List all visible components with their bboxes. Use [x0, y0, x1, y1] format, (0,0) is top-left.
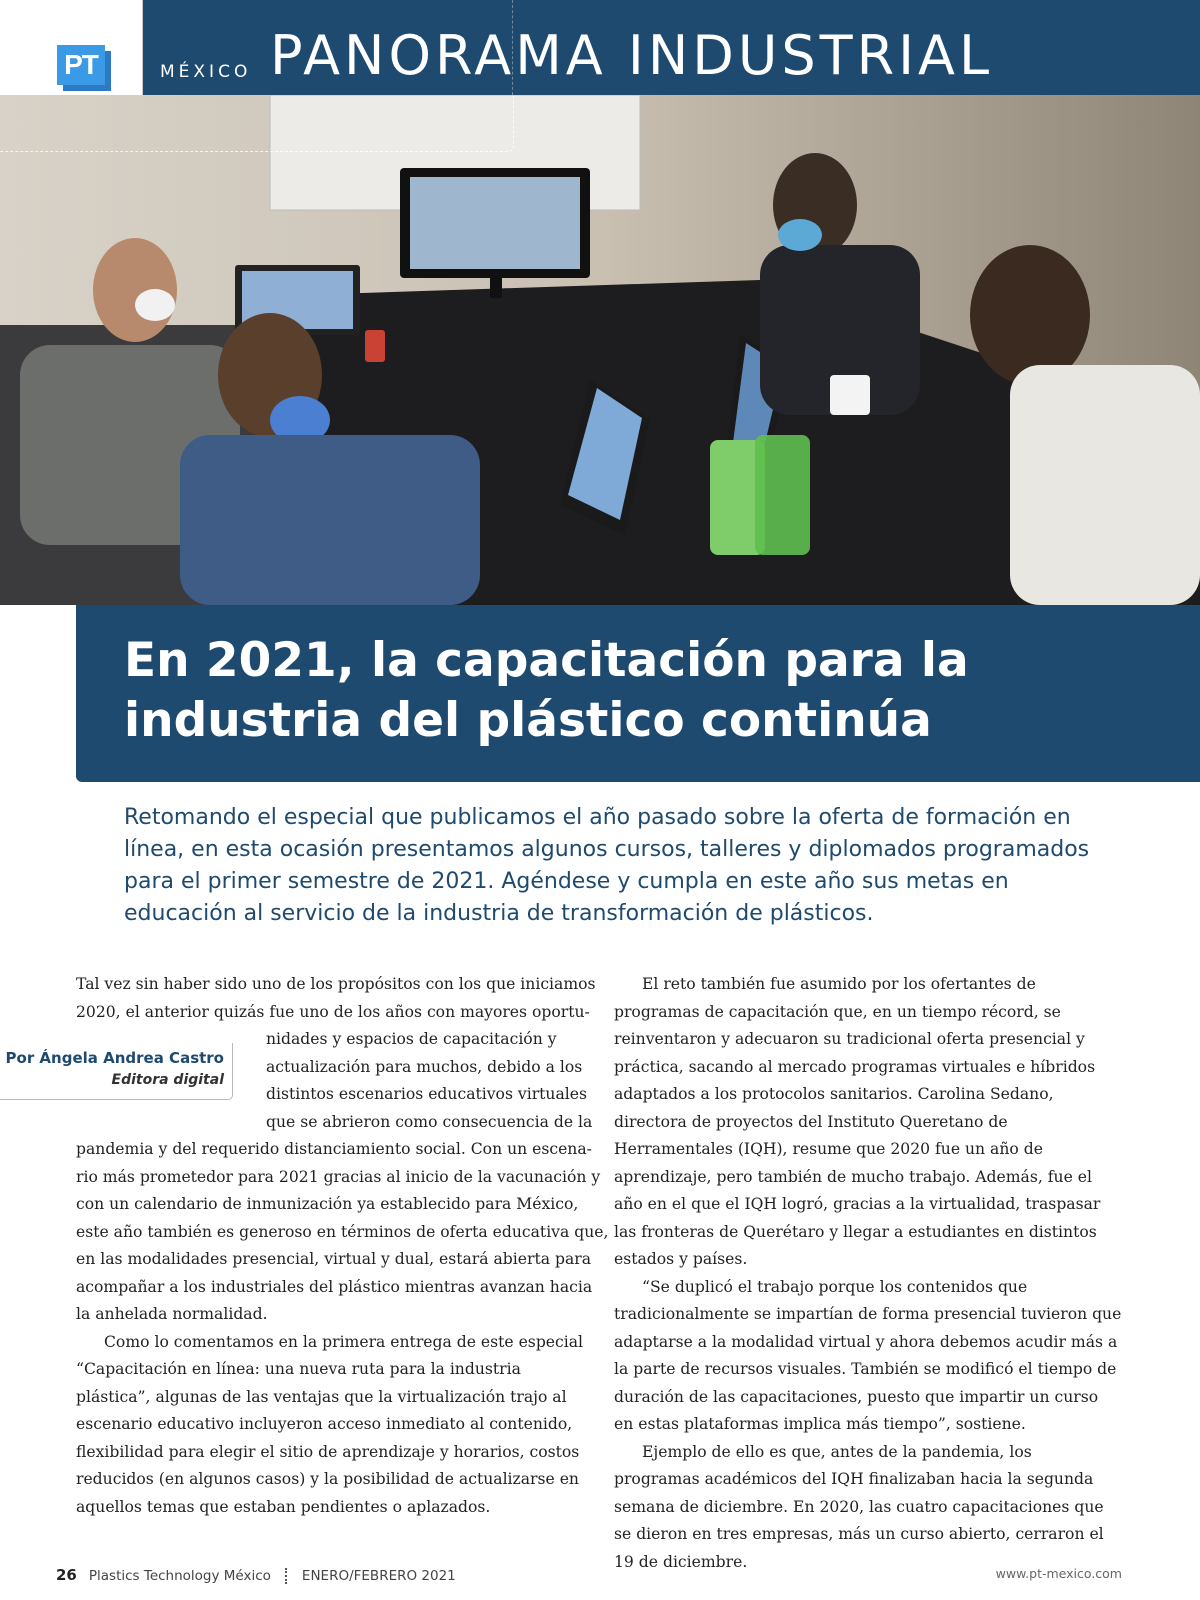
website-link[interactable]: www.pt-mexico.com: [995, 1566, 1122, 1581]
pt-logo: [57, 45, 111, 91]
right-paragraph-2: “Se duplicó el trabajo porque los contenidos que tradicionalmente se impartían de forma presencial tuvieron que adaptarse a la modalidad virtual y ahora debemos acudir más a la parte de recursos visuales. También se modificó el tiempo de duración de las capacitaciones, puesto que impartir un curso en estas plataformas implica más tiempo”, sostiene.: [614, 1277, 1122, 1433]
article-lead: Retomando el especial que publicamos el año pasado sobre la oferta de formación en línea, en esta ocasión presentamos algunos cursos, talleres y diplomados programados para el primer semestre de 2021. Agéndese y cumpla en este año sus metas en educación al servicio de la industria de transformación de plásticos.: [124, 805, 1090, 926]
logo-text: PT: [57, 45, 105, 85]
text-line: pandemia y del requerido distanciamiento social. Con un escena-: [76, 1140, 592, 1158]
logo-container: [0, 0, 143, 107]
byline-role: Editora digital: [111, 1072, 224, 1088]
text-line: la anhelada normalidad.: [76, 1305, 268, 1323]
issue-date: ENERO/FEBRERO 2021: [301, 1568, 456, 1584]
article-title: En 2021, la capacitación para la industria del plástico continúa: [124, 633, 969, 748]
text-line: Tal vez sin haber sido uno de los propósitos con los que iniciamos: [76, 975, 596, 993]
text-line: en las modalidades presencial, virtual y dual, estará abierta para: [76, 1250, 591, 1268]
article-photo: [0, 95, 1200, 605]
right-paragraph-1: El reto también fue asumido por los ofertantes de programas de capacitación que, en un tiempo récord, se reinventaron y adecuaron su tradicional oferta presencial y práctica, sacando al mercado programas virtuales e híbridos adaptados a los protocolos sanitarios. Carolina Sedano, directora de proyectos del Instituto Queretano de Herramentales (IQH), resume que 2020 fue un año de aprendizaje, pero también de mucho trabajo. Además, fue el año en el que el IQH logró, gracias a la virtualidad, traspasar las fronteras de Querétaro y llegar a estudiantes en distintos estados y países.: [614, 975, 1101, 1268]
text-line: nidades y espacios de capacitación y: [266, 1030, 557, 1048]
text-line: acompañar a los industriales del plástico mientras avanzan hacia: [76, 1277, 593, 1296]
text-line: con un calendario de inmunización ya establecido para México,: [76, 1195, 579, 1213]
text-line: 2020, el anterior quizás fue uno de los años con mayores oportu-: [76, 1002, 590, 1021]
left-paragraph-2: Como lo comentamos en la primera entrega de este especial “Capacitación en línea: una nueva ruta para la industria plástica”, algunas de las ventajas que la virtualización trajo al escenario educativo incluyeron acceso inmediato al contenido, flexibilidad para elegir el sitio de aprendizaje y horarios, costos reducidos (en algunos casos) y la posibilidad de actualizarse en aquellos temas que estaban pendientes o aplazados.: [76, 1332, 584, 1516]
country-label: MÉXICO: [160, 62, 252, 82]
text-line: distintos escenarios educativos virtuales: [266, 1085, 587, 1103]
section-title: PANORAMA INDUSTRIAL: [270, 24, 994, 87]
footer-separator: [285, 1568, 288, 1584]
publication-name: Plastics Technology México: [88, 1568, 271, 1584]
byline-author: Por Ángela Andrea Castro: [5, 1049, 224, 1067]
right-paragraph-3: Ejemplo de ello es que, antes de la pandemia, los programas académicos del IQH finalizaban hacia la segunda semana de diciembre. En 2020, las cuatro capacitaciones que se dieron en tres empresas, más un curso abierto, cerraron el 19 de diciembre.: [614, 1442, 1104, 1571]
title-banner: [76, 605, 1200, 782]
text-line: que se abrieron como consecuencia de la: [266, 1112, 593, 1131]
page-footer: [56, 1566, 468, 1584]
body-column-left: [76, 971, 609, 1521]
left-paragraph-1: [76, 971, 609, 1329]
text-line: actualización para muchos, debido a los: [266, 1057, 583, 1076]
page-number: 26: [56, 1566, 77, 1584]
body-column-right: [614, 971, 1122, 1576]
text-line: rio más prometedor para 2021 gracias al inicio de la vacunación y: [76, 1167, 601, 1186]
text-line: este año también es generoso en términos de oferta educativa que,: [76, 1222, 609, 1241]
